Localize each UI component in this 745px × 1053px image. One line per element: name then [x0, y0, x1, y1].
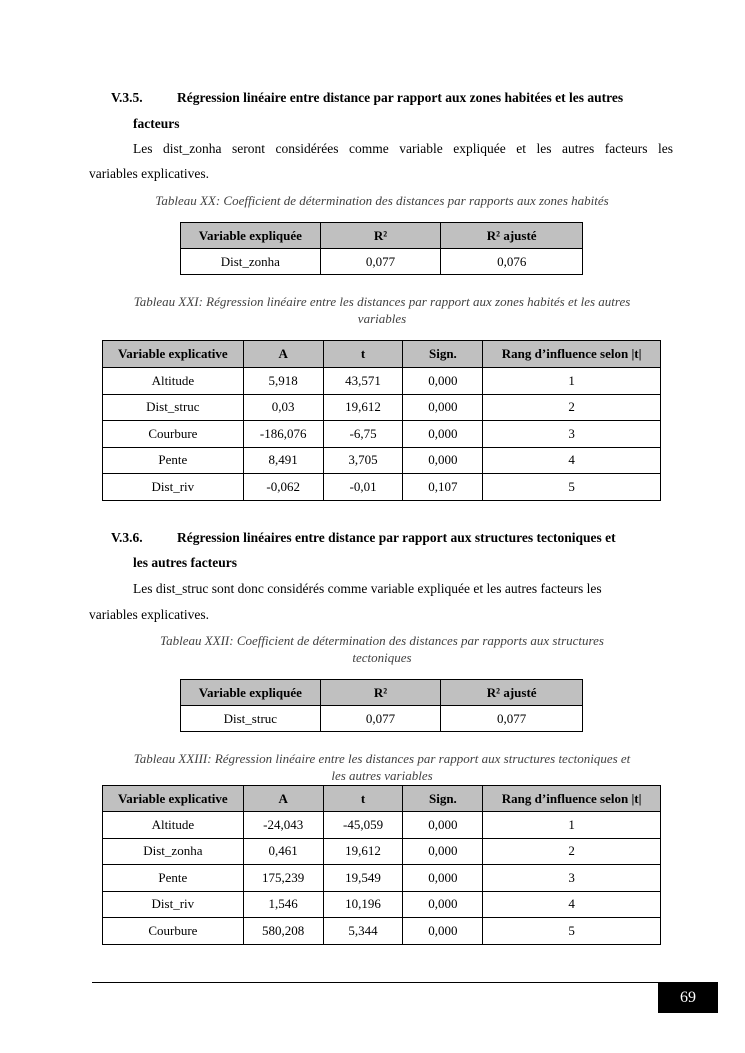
- table-row: [103, 421, 661, 448]
- section-1-number: V.3.5.: [111, 90, 143, 105]
- table-cell: 0,000: [403, 865, 483, 892]
- section-1-paragraph-cont: variables explicatives.: [89, 166, 209, 181]
- table-cell: Dist_struc: [103, 394, 244, 421]
- table-20: [180, 222, 583, 275]
- table-cell: 0,000: [403, 447, 483, 474]
- table-22-caption: [92, 632, 672, 666]
- table-21-header-rank: Rang d’influence selon |t|: [483, 341, 661, 368]
- table-21-caption: [82, 293, 682, 327]
- section-2-number: V.3.6.: [111, 530, 143, 545]
- table-row: [103, 865, 661, 892]
- section-1-paragraph: Les dist_zonha seront considérées comme variable expliquée et les autres facteurs les: [133, 141, 673, 156]
- table-cell: Dist_struc: [181, 706, 321, 732]
- table-cell: 4: [483, 447, 661, 474]
- table-row: [181, 706, 583, 732]
- table-cell: Courbure: [103, 421, 244, 448]
- table-23-caption-line2: les autres variables: [331, 768, 433, 783]
- table-20-header-r2: R²: [320, 223, 441, 249]
- table-23-caption-line1: Tableau XXIII: Régression linéaire entre les distances par rapport aux structures tectoniques et: [133, 751, 631, 766]
- table-23: [102, 785, 661, 945]
- table-cell: Pente: [103, 447, 244, 474]
- table-cell: 19,612: [323, 394, 403, 421]
- table-cell: 0,077: [320, 706, 441, 732]
- table-cell: 580,208: [243, 918, 323, 945]
- table-row: [103, 838, 661, 865]
- table-cell: 0,03: [243, 394, 323, 421]
- table-row: [181, 249, 583, 275]
- table-20-header-r2-adjusted: R² ajusté: [441, 223, 583, 249]
- table-cell: 5: [483, 474, 661, 501]
- table-row: [103, 918, 661, 945]
- table-23-header-sign: Sign.: [403, 786, 483, 812]
- table-cell: -0,062: [243, 474, 323, 501]
- table-cell: Pente: [103, 865, 244, 892]
- table-row: [103, 368, 661, 395]
- table-20-caption: Tableau XX: Coefficient de détermination des distances par rapports aux zones habités: [155, 193, 609, 208]
- table-cell: Altitude: [103, 812, 244, 839]
- table-21-header-variable: Variable explicative: [103, 341, 244, 368]
- table-21-header-t: t: [323, 341, 403, 368]
- table-21-caption-line1: Tableau XXI: Régression linéaire entre les distances par rapport aux zones habités et les autres: [133, 294, 631, 309]
- table-23-header-a: A: [243, 786, 323, 812]
- table-cell: 0,076: [441, 249, 583, 275]
- table-cell: 0,107: [403, 474, 483, 501]
- table-row: [103, 891, 661, 918]
- table-cell: Dist_zonha: [181, 249, 321, 275]
- table-row: [103, 394, 661, 421]
- table-23-caption: [82, 750, 682, 784]
- table-20-header-variable: Variable expliquée: [181, 223, 321, 249]
- table-22-caption-line1: Tableau XXII: Coefficient de détermination des distances par rapports aux structures: [160, 633, 604, 648]
- table-cell: 3: [483, 865, 661, 892]
- table-cell: 19,549: [323, 865, 403, 892]
- table-cell: 5,344: [323, 918, 403, 945]
- table-cell: 0,000: [403, 838, 483, 865]
- table-21-caption-line2: variables: [357, 311, 407, 326]
- table-cell: 0,077: [441, 706, 583, 732]
- table-cell: -6,75: [323, 421, 403, 448]
- table-23-header-rank: Rang d’influence selon |t|: [483, 786, 661, 812]
- table-cell: 0,000: [403, 918, 483, 945]
- table-cell: -186,076: [243, 421, 323, 448]
- table-22-header-r2-adjusted: R² ajusté: [441, 680, 583, 706]
- table-21-header-a: A: [243, 341, 323, 368]
- table-cell: 1: [483, 812, 661, 839]
- page-number: 69: [658, 983, 718, 1013]
- table-cell: 5: [483, 918, 661, 945]
- section-2-paragraph-cont: variables explicatives.: [89, 607, 209, 622]
- table-21-header-sign: Sign.: [403, 341, 483, 368]
- table-cell: Altitude: [103, 368, 244, 395]
- table-cell: 0,077: [320, 249, 441, 275]
- table-23-header-variable: Variable explicative: [103, 786, 244, 812]
- table-cell: Dist_riv: [103, 474, 244, 501]
- section-1-title: Régression linéaire entre distance par rapport aux zones habitées et les autres: [177, 90, 624, 105]
- table-22: [180, 679, 583, 732]
- table-cell: -24,043: [243, 812, 323, 839]
- table-cell: -0,01: [323, 474, 403, 501]
- table-22-caption-line2: tectoniques: [352, 650, 412, 665]
- table-cell: 0,000: [403, 891, 483, 918]
- table-21: [102, 340, 661, 501]
- section-1-title-cont: facteurs: [133, 116, 180, 131]
- section-2-title: Régression linéaires entre distance par rapport aux structures tectoniques et: [177, 530, 616, 545]
- table-cell: 2: [483, 394, 661, 421]
- table-cell: 0,000: [403, 812, 483, 839]
- table-cell: 0,461: [243, 838, 323, 865]
- table-cell: 3: [483, 421, 661, 448]
- table-23-header-t: t: [323, 786, 403, 812]
- section-2-paragraph: Les dist_struc sont donc considérés comme variable expliquée et les autres facteurs les: [133, 581, 602, 596]
- table-cell: 10,196: [323, 891, 403, 918]
- table-cell: Dist_riv: [103, 891, 244, 918]
- table-cell: 1: [483, 368, 661, 395]
- table-cell: Courbure: [103, 918, 244, 945]
- table-22-header-r2: R²: [320, 680, 441, 706]
- table-cell: 43,571: [323, 368, 403, 395]
- section-2-title-cont: les autres facteurs: [133, 555, 237, 570]
- table-cell: 4: [483, 891, 661, 918]
- table-cell: 19,612: [323, 838, 403, 865]
- table-row: [103, 447, 661, 474]
- table-cell: 0,000: [403, 394, 483, 421]
- table-cell: Dist_zonha: [103, 838, 244, 865]
- table-22-header-variable: Variable expliquée: [181, 680, 321, 706]
- footer-rule: [92, 982, 718, 983]
- table-cell: 1,546: [243, 891, 323, 918]
- table-cell: 175,239: [243, 865, 323, 892]
- table-cell: 2: [483, 838, 661, 865]
- table-row: [103, 474, 661, 501]
- table-cell: 3,705: [323, 447, 403, 474]
- table-row: [103, 812, 661, 839]
- table-cell: 0,000: [403, 368, 483, 395]
- table-cell: 8,491: [243, 447, 323, 474]
- table-cell: 0,000: [403, 421, 483, 448]
- table-cell: -45,059: [323, 812, 403, 839]
- table-cell: 5,918: [243, 368, 323, 395]
